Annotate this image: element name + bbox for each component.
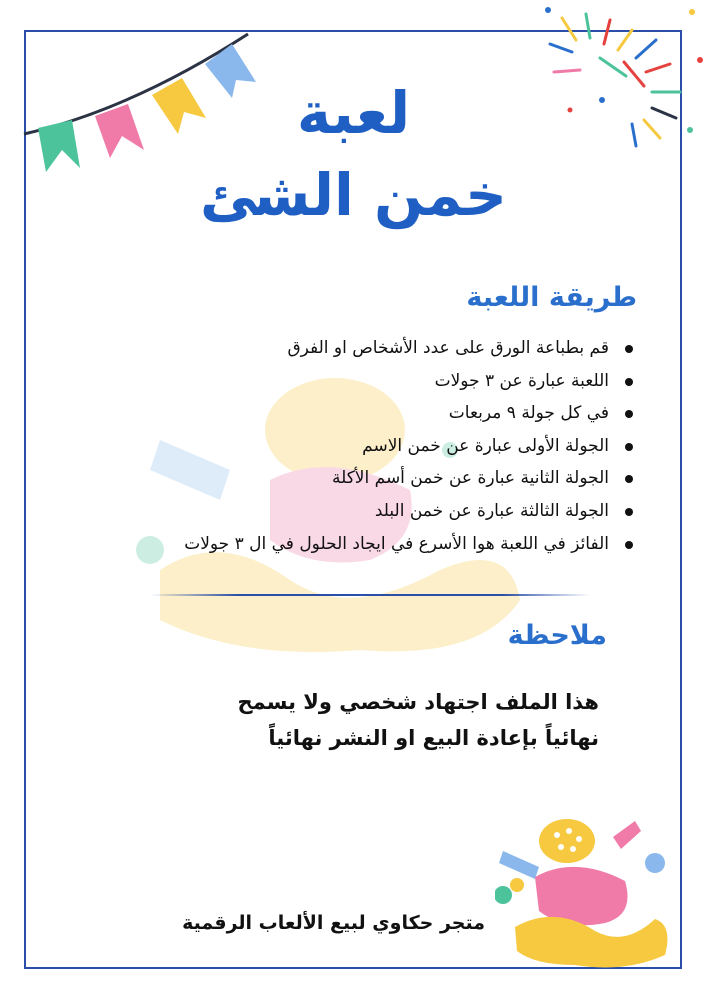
bullet-icon (625, 378, 633, 386)
note-line-2: نهائياً بإعادة البيع او النشر نهائياً (268, 726, 599, 750)
rule-item (57, 365, 637, 398)
section-divider (150, 594, 590, 596)
store-name: متجر حكاوي لبيع الألعاب الرقمية (182, 912, 485, 934)
bullet-icon (625, 541, 633, 549)
rule-item (57, 462, 637, 495)
page-title-line2: خمن الشئ (200, 161, 507, 229)
note-line-1: هذا الملف اجتهاد شخصي ولا يسمح (237, 690, 599, 714)
note-heading: ملاحظة (507, 620, 607, 651)
bullet-icon (625, 475, 633, 483)
rule-text: الجولة الثالثة عبارة عن خمن البلد (374, 500, 609, 521)
rule-item (57, 430, 637, 463)
how-to-play-heading: طريقة اللعبة (466, 282, 637, 313)
rule-text: الجولة الأولى عبارة عن خمن الاسم (362, 435, 609, 456)
rule-text: الجولة الثانية عبارة عن خمن أسم الأكلة (331, 468, 609, 489)
rule-text: في كل جولة ٩ مربعات (448, 403, 609, 424)
rule-text: الفائز في اللعبة هوا الأسرع في ايجاد الحلول في ال ٣ جولات (184, 533, 609, 554)
eid-said-logo (495, 815, 675, 975)
bullet-icon (625, 345, 633, 353)
bullet-icon (625, 508, 633, 516)
rule-item (57, 332, 637, 365)
rules-list (57, 332, 637, 560)
page-title-line1: لعبة (296, 79, 411, 147)
rule-item (57, 397, 637, 430)
bullet-icon (625, 410, 633, 418)
rule-text: اللعبة عبارة عن ٣ جولات (434, 370, 609, 391)
bullet-icon (625, 443, 633, 451)
rule-text: قم بطباعة الورق على عدد الأشخاص او الفرق (287, 338, 609, 358)
rule-item (57, 495, 637, 528)
rule-item (57, 528, 637, 561)
